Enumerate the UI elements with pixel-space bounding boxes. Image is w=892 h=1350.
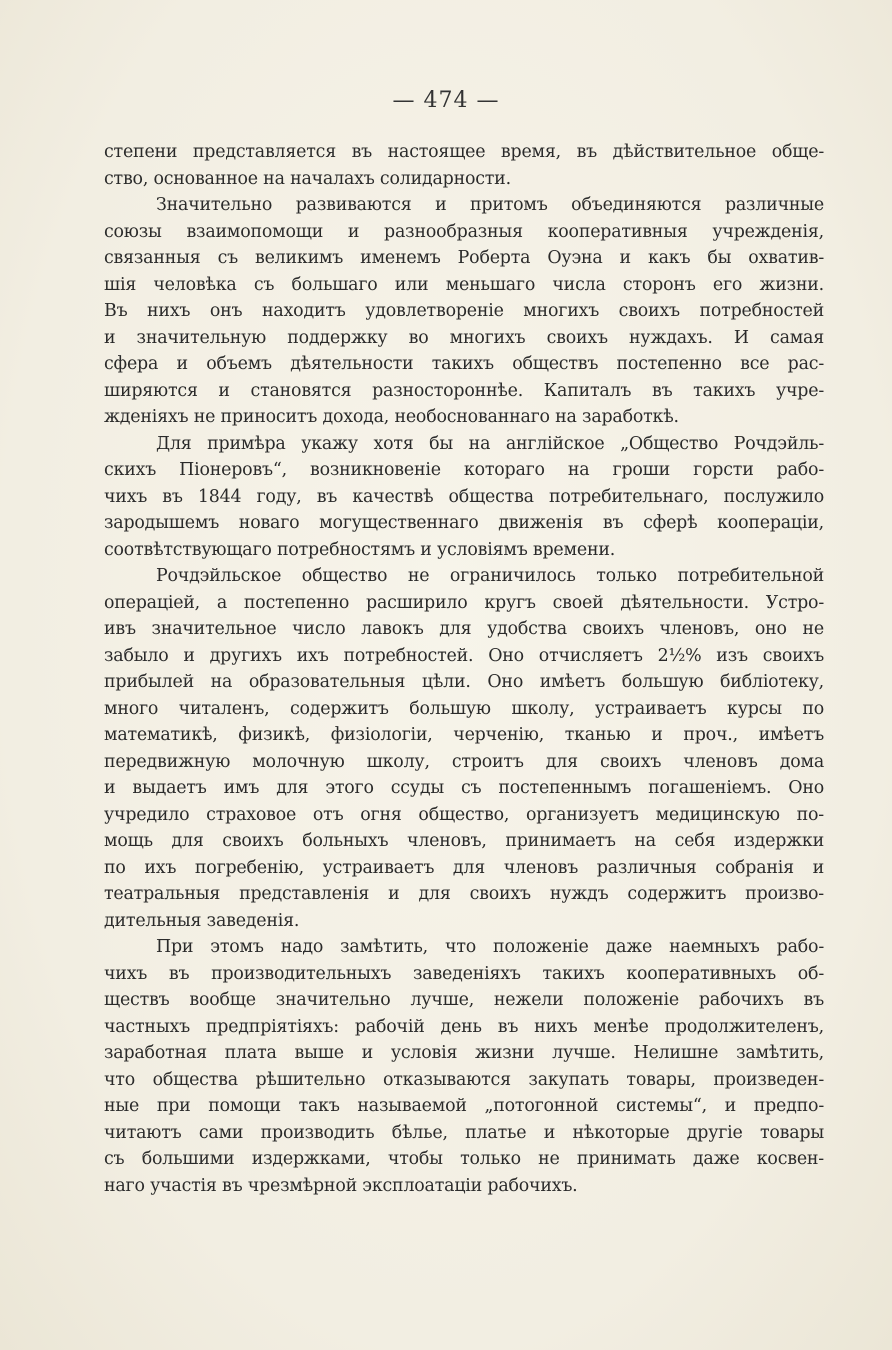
text-line: сфера и объемъ дѣятельности такихъ обществъ постепенно все рас-: [104, 354, 824, 374]
text-line: Рочдэйльское общество не ограничилось только потребительной: [156, 566, 824, 586]
text-line: ные при помощи такъ называемой „потогонной системы“, и предпо-: [104, 1096, 824, 1116]
text-line: Въ нихъ онъ находитъ удовлетвореніе многихъ своихъ потребностей: [104, 301, 824, 321]
text-line: шія человѣка съ большаго или меньшаго числа сторонъ его жизни.: [104, 274, 824, 295]
body-text: [104, 139, 824, 1199]
text-line: частныхъ предпріятіяхъ: рабочій день въ нихъ менѣе продолжителенъ,: [104, 1016, 824, 1037]
text-line: жденіяхъ не приноситъ дохода, необоснованнаго на заработкѣ.: [104, 407, 679, 427]
text-line: ство, основанное на началахъ солидарности.: [104, 168, 511, 189]
text-line: зародышемъ новаго могущественнаго движенія въ сферѣ коопераціи,: [104, 513, 824, 533]
text-line: и выдаетъ имъ для этого ссуды съ постепеннымъ погашеніемъ. Оно: [104, 778, 824, 798]
text-line: Значительно развиваются и притомъ объединяются различные: [156, 195, 824, 215]
text-line: читаютъ сами производить бѣлье, платье и нѣкоторые другіе товары: [104, 1122, 824, 1143]
text-line: математикѣ, физикѣ, физіологіи, черченію, тканью и проч., имѣетъ: [104, 725, 824, 745]
text-line: степени представляется въ настоящее время, въ дѣйствительное обще-: [104, 142, 824, 162]
text-line: связанныя съ великимъ именемъ Роберта Оуэна и какъ бы охватив-: [104, 248, 824, 268]
text-line: соотвѣтствующаго потребностямъ и условіямъ времени.: [104, 539, 616, 560]
text-line: чихъ въ 1844 году, въ качествѣ общества потребительнаго, послужило: [104, 486, 824, 507]
text-line: ивъ значительное число лавокъ для удобства своихъ членовъ, оно не: [104, 619, 824, 639]
text-line: съ большими издержками, чтобы только не принимать даже косвен-: [104, 1149, 824, 1169]
text-line: скихъ Піонеровъ“, возникновеніе котораго на гроши горсти рабо-: [104, 460, 824, 480]
text-line: прибылей на образовательныя цѣли. Оно имѣетъ большую библіотеку,: [104, 672, 824, 692]
text-line: по ихъ погребенію, устраиваетъ для членовъ различныя собранія и: [104, 857, 824, 878]
text-line: союзы взаимопомощи и разнообразныя кооперативныя учрежденія,: [104, 221, 824, 242]
text-line: заработная плата выше и условія жизни лучше. Нелишне замѣтить,: [104, 1043, 824, 1063]
text-line: наго участія въ чрезмѣрной эксплоатаціи рабочихъ.: [104, 1175, 578, 1196]
text-line: и значительную поддержку во многихъ своихъ нуждахъ. И самая: [104, 327, 824, 348]
text-line: передвижную молочную школу, строитъ для своихъ членовъ дома: [104, 751, 824, 772]
text-line: учредило страховое отъ огня общество, организуетъ медицинскую по-: [104, 804, 824, 825]
text-line: забыло и другихъ ихъ потребностей. Оно отчисляетъ 2½% изъ своихъ: [104, 645, 824, 666]
text-line: много читаленъ, содержитъ большую школу, устраиваетъ курсы по: [104, 698, 824, 719]
text-line: ществъ вообще значительно лучше, нежели положеніе рабочихъ въ: [104, 990, 824, 1010]
text-line: мощь для своихъ больныхъ членовъ, принимаетъ на себя издержки: [104, 831, 824, 851]
text-line: ширяются и становятся разностороннѣе. Капиталъ въ такихъ учре-: [104, 380, 824, 401]
text-line: операціей, а постепенно расширило кругъ своей дѣятельности. Устро-: [104, 592, 824, 613]
page-number: — 474 —: [392, 88, 500, 113]
text-line: При этомъ надо замѣтить, что положеніе даже наемныхъ рабо-: [156, 937, 824, 957]
text-line: что общества рѣшительно отказываются закупать товары, произведен-: [104, 1069, 824, 1090]
text-line: театральныя представленія и для своихъ нуждъ содержитъ произво-: [104, 884, 824, 904]
text-line: чихъ въ производительныхъ заведеніяхъ такихъ кооперативныхъ об-: [104, 963, 824, 984]
text-line: Для примѣра укажу хотя бы на англійское „Общество Рочдэйль-: [156, 433, 824, 454]
text-line: дительныя заведенія.: [104, 910, 300, 931]
